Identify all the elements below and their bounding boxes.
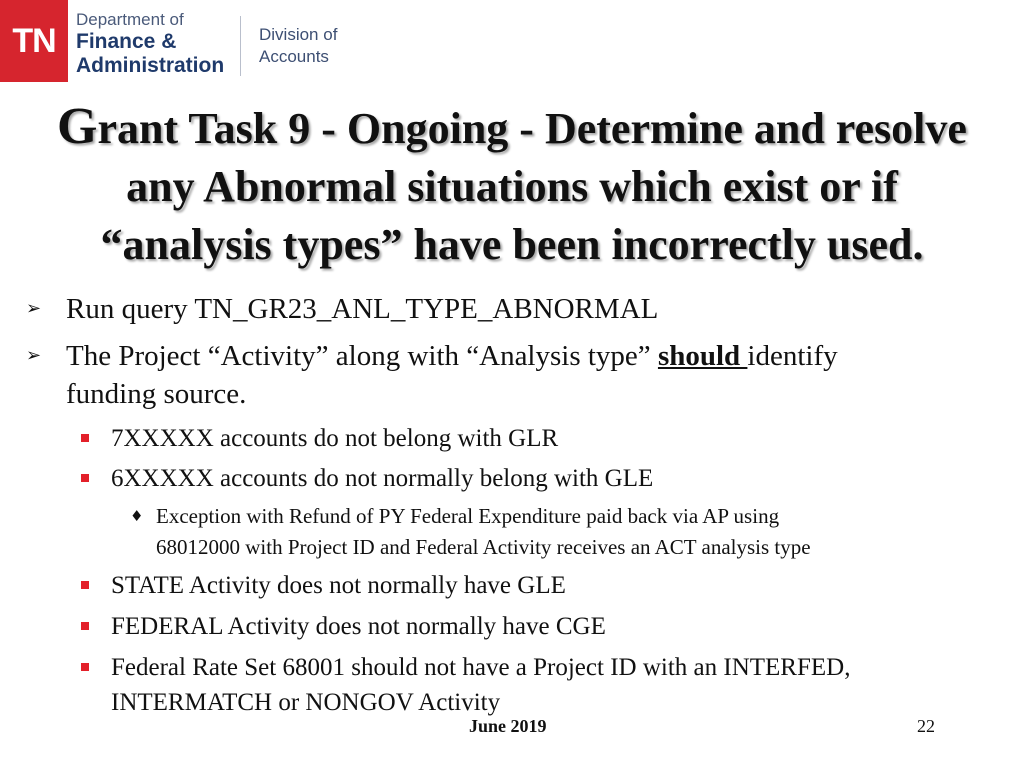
sub-sub-bullet-text-line-2: 68012000 with Project ID and Federal Activity receives an ACT analysis type — [156, 535, 811, 559]
department-line-1: Department of — [76, 10, 184, 29]
logo-divider — [240, 16, 241, 76]
department-line-3: Administration — [76, 54, 225, 77]
tn-finance-administration-logo — [0, 0, 360, 82]
division-name — [259, 24, 337, 68]
square-bullet-icon — [81, 434, 89, 442]
arrow-bullet-icon: ➢ — [26, 345, 42, 366]
sub-bullet-text: FEDERAL Activity does not normally have CGE — [111, 613, 606, 640]
square-bullet-icon — [81, 581, 89, 589]
footer-date: June 2019 — [469, 716, 547, 736]
bullet-text-part-1: The Project “Activity” along with “Analysis type” — [66, 340, 658, 372]
bullet-text: Run query TN_GR23_ANL_TYPE_ABNORMAL — [66, 293, 659, 325]
sub-bullet-text: 6XXXXX accounts do not normally belong with GLE — [111, 465, 654, 492]
diamond-bullet-icon: ♦ — [130, 507, 144, 525]
bullet-text-part-2: identify — [747, 340, 838, 372]
bullet-emphasis-should: should — [657, 340, 748, 372]
bullet-text-line-2: funding source. — [66, 378, 247, 410]
page-number: 22 — [917, 716, 935, 736]
sub-sub-bullet-exception — [130, 501, 811, 563]
bullet-run-query — [26, 290, 659, 328]
arrow-bullet-icon: ➢ — [26, 298, 42, 319]
sub-bullet-state-activity — [111, 568, 566, 603]
division-line-1: Division of — [259, 25, 338, 44]
title-first-letter: G — [57, 98, 98, 155]
sub-bullet-federal-activity — [111, 609, 606, 644]
square-bullet-icon — [81, 663, 89, 671]
sub-bullet-text: STATE Activity does not normally have GLE — [111, 572, 566, 599]
title-line-2: any Abnormal situations which exist or if — [126, 162, 898, 211]
slide-title — [0, 98, 1024, 274]
department-line-2: Finance & — [76, 30, 177, 53]
sub-bullet-7xxxxx — [111, 421, 558, 456]
sub-bullet-text: 7XXXXX accounts do not belong with GLR — [111, 425, 559, 452]
sub-bullet-text-line-2: INTERMATCH or NONGOV Activity — [111, 689, 501, 716]
tn-state-badge: TN — [0, 0, 68, 82]
sub-bullet-text-line-1: Federal Rate Set 68001 should not have a Project ID with an INTERFED, — [111, 654, 851, 681]
title-line-3: “analysis types” have been incorrectly used. — [100, 220, 924, 269]
bullet-project-activity — [26, 337, 838, 413]
square-bullet-icon — [81, 622, 89, 630]
sub-sub-bullet-text-line-1: Exception with Refund of PY Federal Expenditure paid back via AP using — [156, 504, 780, 528]
sub-bullet-federal-rate-set — [111, 650, 850, 720]
division-line-2: Accounts — [259, 47, 329, 66]
department-name — [76, 10, 224, 78]
square-bullet-icon — [81, 474, 89, 482]
title-line-1: rant Task 9 - Ongoing - Determine and resolve — [97, 104, 967, 153]
sub-bullet-6xxxxx — [111, 461, 653, 496]
